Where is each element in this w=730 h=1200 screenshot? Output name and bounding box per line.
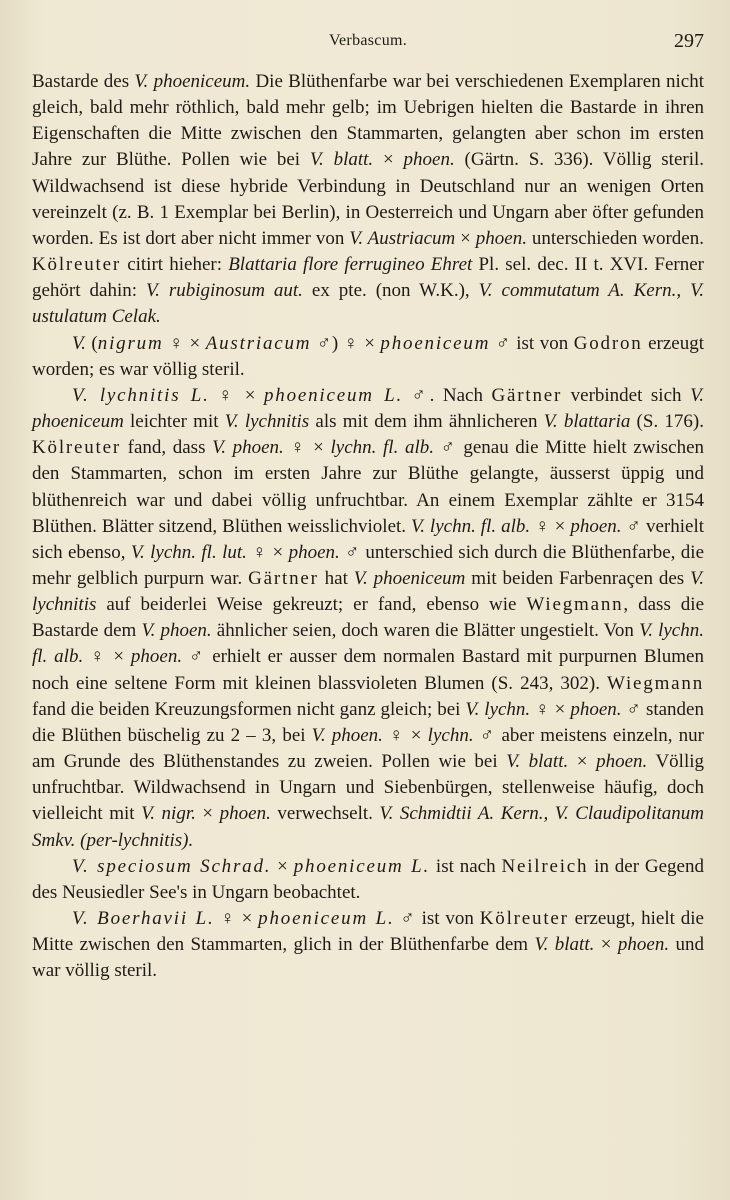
text-segment: phoen.: [130, 646, 183, 668]
text-segment: Kölreuter: [479, 908, 569, 929]
text-segment: phoeniceum L.: [263, 384, 404, 406]
text-segment: Kölreuter: [32, 437, 121, 459]
text-segment: lychn. fl. alb.: [330, 437, 434, 459]
text-segment: Blattaria flore ferrugineo Ehret: [228, 254, 473, 276]
text-segment: phoen.: [596, 751, 648, 773]
text-segment: verbindet sich: [562, 384, 691, 406]
text-segment: Austriacum: [205, 332, 312, 354]
text-segment: ♂ erhielt er ausser dem normalen Bastard mit purpurnen Blumen noch eine seltene Form mit kleinen blassvioleten Blumen (S. 243, 302).: [32, 646, 704, 694]
text-segment: nigrum: [97, 332, 164, 354]
text-segment: phoen.: [570, 698, 622, 720]
text-segment: phoen.: [617, 934, 670, 956]
text-segment: phoen.: [475, 227, 527, 249]
text-segment: ♀ ×: [163, 332, 206, 354]
text-segment: ×: [271, 855, 294, 877]
text-segment: ♂ ist von: [394, 908, 480, 929]
text-segment: Neilreich: [501, 855, 589, 877]
text-segment: und war völlig steril.: [32, 934, 705, 982]
text-segment: hat: [318, 567, 354, 589]
text-segment: unterschieden worden.: [526, 227, 704, 249]
text-segment: V. Schmidtii A. Kern., V. Claudipolitanum Smkv. (per-lychnitis).: [32, 803, 704, 851]
text-segment: V. speciosum Schrad.: [72, 855, 272, 877]
text-segment: V. phoen.: [212, 437, 284, 459]
text-segment: V. phoeniceum: [353, 567, 466, 589]
text-segment: V. blatt.: [309, 149, 374, 171]
page-header: [32, 30, 704, 54]
running-title: Verbascum.: [328, 32, 408, 49]
text-segment: ♀ ×: [530, 698, 571, 720]
text-segment: ex pte. (non W.K.),: [302, 280, 479, 302]
text-segment: ♀ ×: [83, 646, 131, 668]
text-segment: fand die beiden Kreuzungsformen nicht ganz gleich; bei: [32, 698, 466, 720]
text-segment: citirt hieher:: [121, 254, 229, 276]
text-segment: V. blatt.: [506, 751, 569, 773]
page-number: 297: [674, 30, 704, 52]
text-segment: Wiegmann: [607, 672, 704, 694]
text-segment: ähnlicher seien, doch waren die Blätter ungestielt. Von: [211, 620, 640, 642]
text-segment: ♂ aber meistens einzeln, nur am Grunde des Blüthenstandes zu zweien. Pollen wie bei: [32, 724, 705, 773]
text-segment: V. lychnitis: [224, 411, 310, 433]
text-segment: lychn.: [427, 724, 474, 746]
text-segment: leichter mit: [123, 411, 225, 433]
text-segment: Die Blüthenfarbe war bei verschiedenen Exemplaren nicht gleich, bald mehr röthlich, bald mehr gelb; im Uebrigen hielten die Bastarde in ihren Eigenschaften die Mitte zwischen den Stammarten, gelangten aber schon im ersten Jahre zur Blüthe. Pollen wie bei: [32, 71, 704, 171]
text-segment: verwechselt.: [270, 803, 380, 825]
text-segment: ×: [195, 803, 220, 825]
text-segment: ♀ ×: [530, 515, 571, 537]
text-segment: V. blattaria: [543, 411, 631, 433]
paragraph-1: [32, 69, 704, 331]
text-segment: V. phoen.: [311, 724, 383, 746]
text-segment: auf beiderlei Weise gekreuzt; er fand, ebenso wie: [96, 594, 527, 616]
text-segment: ♀ ×: [382, 724, 428, 746]
text-segment: ♂ standen die Blüthen büschelig zu 2 – 3, bei: [32, 698, 704, 746]
text-segment: erzeugt, hielt die Mitte zwischen den Stammarten, glich in der Blüthenfarbe dem: [32, 908, 704, 956]
text-segment: Godron: [573, 332, 643, 354]
text-segment: V. phoeniceum: [32, 384, 704, 433]
text-segment: V. lychnitis L.: [72, 384, 210, 406]
text-segment: ×: [568, 751, 597, 773]
text-segment: phoeniceum: [380, 332, 491, 354]
text-segment: phoen.: [403, 149, 455, 171]
text-segment: , dass die Bastarde dem: [32, 594, 705, 642]
text-segment: V. lychn. fl. alb.: [411, 515, 531, 537]
text-segment: V. blatt.: [534, 934, 595, 956]
text-segment: V. rubiginosum aut.: [145, 280, 303, 302]
text-segment: ♀ ×: [283, 437, 331, 459]
text-segment: Gärtner: [248, 567, 319, 589]
text-segment: ♂ verhielt sich ebenso,: [32, 515, 704, 563]
text-segment: phoeniceum L.: [293, 855, 431, 877]
text-segment: V. commutatum A. Kern., V. ustulatum Celak.: [32, 280, 704, 328]
text-segment: V.: [72, 332, 86, 354]
text-segment: ist nach: [430, 855, 502, 877]
text-segment: V. phoeniceum.: [134, 71, 251, 92]
text-segment: phoeniceum L.: [258, 908, 395, 929]
text-segment: mit beiden Farbenraçen des: [465, 567, 691, 589]
text-segment: ♂ unterschied sich durch die Blüthenfarbe, die mehr gelblich purpurn war.: [32, 541, 705, 589]
text-segment: ♂ ist von: [490, 332, 574, 354]
text-segment: (: [85, 332, 98, 354]
text-segment: fand, dass: [121, 437, 213, 459]
text-segment: phoen.: [288, 541, 340, 563]
text-segment: (S. 176).: [630, 411, 704, 433]
body-text: [32, 69, 704, 984]
text-segment: V. lychn.: [465, 698, 531, 720]
text-segment: ×: [455, 227, 476, 249]
text-segment: ×: [594, 934, 618, 956]
text-segment: ♀ ×: [209, 384, 264, 406]
text-segment: phoen.: [219, 803, 271, 825]
text-segment: erzeugt worden; es war völlig steril.: [32, 332, 705, 380]
text-segment: als mit dem ihm ähnlicheren: [309, 411, 544, 433]
text-segment: Pl. sel. dec. II t. XVI. Ferner gehört dahin:: [32, 254, 704, 302]
text-segment: V. nigr.: [141, 803, 196, 825]
text-segment: V. phoen.: [141, 620, 212, 642]
text-segment: ×: [373, 149, 404, 171]
text-segment: V. lychn. fl. alb.: [32, 620, 704, 668]
paragraph-5: [32, 906, 704, 984]
text-segment: ♀ ×: [214, 908, 259, 929]
text-segment: phoen.: [570, 515, 622, 537]
paragraph-3: [32, 383, 704, 854]
text-segment: ♂. Nach: [403, 384, 492, 406]
text-segment: Gärtner: [491, 384, 563, 406]
text-segment: V. Austriacum: [349, 227, 456, 249]
paragraph-2: [32, 331, 704, 383]
text-segment: ♂) ♀ ×: [311, 332, 381, 354]
text-segment: V. Boerhavii L.: [72, 908, 215, 929]
text-segment: Wiegmann: [526, 594, 624, 616]
text-segment: ♂ genau die Mitte hielt zwischen den Stammarten, schon im ersten Jahre zur Blüthe gelangte, äusserst üppig und blüthenreich war und dabei völlig unfruchtbar. An einem Exemplar zählte er 3154 Blüthen. Blätter sitzend, Blüthen weisslichviolet.: [32, 437, 704, 537]
text-segment: in der Gegend des Neusiedler See's in Ungarn beobachtet.: [32, 855, 704, 903]
text-segment: V. lychnitis: [32, 567, 704, 616]
text-segment: Bastarde des: [32, 71, 135, 92]
text-segment: Völlig unfruchtbar. Wildwachsend in Ungarn und Siebenbürgen, stellenweise häufig, doch vielleicht mit: [32, 751, 705, 825]
text-segment: (Gärtn. S. 336). Völlig steril. Wildwachsend ist diese hybride Verbindung in Deutschland nur an wenigen Orten vereinzelt (z. B. 1 Exemplar bei Berlin), in Oesterreich und Ungarn aber öfter gefunden worden. Es ist dort aber nicht immer von: [32, 149, 705, 249]
text-segment: Kölreuter: [32, 254, 121, 276]
text-segment: V. lychn. fl. lut.: [130, 541, 247, 563]
text-segment: ♀ ×: [246, 541, 289, 563]
paragraph-4: [32, 854, 704, 906]
